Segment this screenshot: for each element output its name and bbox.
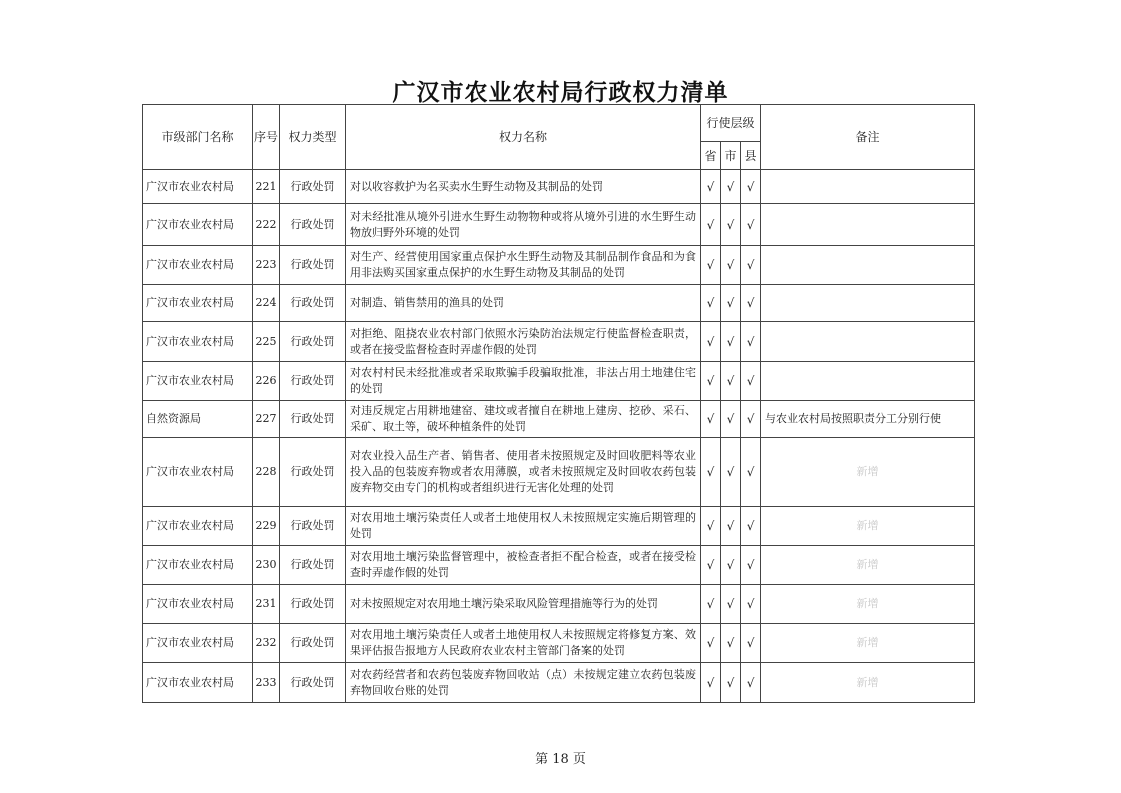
cell-note: [761, 246, 975, 285]
cell-type: 行政处罚: [280, 401, 346, 438]
table-row: [143, 663, 975, 703]
cell-county-check: √: [741, 624, 761, 663]
cell-seq: 224: [253, 285, 280, 322]
cell-county-check: √: [741, 362, 761, 401]
cell-city-check: √: [721, 546, 741, 585]
cell-type: 行政处罚: [280, 438, 346, 507]
cell-name: 对未按照规定对农用地土壤污染采取风险管理措施等行为的处罚: [346, 585, 701, 624]
cell-city-check: √: [721, 204, 741, 246]
cell-type: 行政处罚: [280, 362, 346, 401]
cell-county-check: √: [741, 507, 761, 546]
table-row: [143, 585, 975, 624]
cell-city-check: √: [721, 362, 741, 401]
table-row: [143, 170, 975, 204]
cell-seq: 223: [253, 246, 280, 285]
page-title: 广汉市农业农村局行政权力清单: [392, 79, 729, 106]
cell-city-check: √: [721, 624, 741, 663]
cell-county-check: √: [741, 246, 761, 285]
cell-type: 行政处罚: [280, 546, 346, 585]
cell-name: 对制造、销售禁用的渔具的处罚: [346, 285, 701, 322]
cell-county-check: √: [741, 204, 761, 246]
cell-dept: 广汉市农业农村局: [143, 624, 253, 663]
cell-province-check: √: [701, 170, 721, 204]
cell-dept: 广汉市农业农村局: [143, 362, 253, 401]
cell-note: [761, 170, 975, 204]
table-row: [143, 246, 975, 285]
cell-seq: 233: [253, 663, 280, 703]
cell-city-check: √: [721, 322, 741, 362]
cell-type: 行政处罚: [280, 663, 346, 703]
table-header: [143, 105, 975, 170]
cell-county-check: √: [741, 322, 761, 362]
cell-county-check: √: [741, 585, 761, 624]
cell-note: 新增: [761, 438, 975, 507]
cell-province-check: √: [701, 246, 721, 285]
cell-province-check: √: [701, 507, 721, 546]
cell-province-check: √: [701, 285, 721, 322]
cell-city-check: √: [721, 507, 741, 546]
cell-type: 行政处罚: [280, 170, 346, 204]
cell-note: 新增: [761, 507, 975, 546]
header-dept: 市级部门名称: [143, 105, 253, 170]
cell-seq: 230: [253, 546, 280, 585]
table-row: [143, 507, 975, 546]
cell-name: 对拒绝、阻挠农业农村部门依照水污染防治法规定行使监督检查职责，或者在接受监督检查时弄虚作假的处罚: [346, 322, 701, 362]
cell-city-check: √: [721, 438, 741, 507]
header-province: 省: [701, 142, 721, 170]
cell-seq: 226: [253, 362, 280, 401]
cell-type: 行政处罚: [280, 204, 346, 246]
cell-type: 行政处罚: [280, 585, 346, 624]
cell-type: 行政处罚: [280, 507, 346, 546]
cell-name: 对农业投入品生产者、销售者、使用者未按照规定及时回收肥料等农业投入品的包装废弃物或者农用薄膜，或者未按照规定及时回收农药包装废弃物交由专门的机构或者组织进行无害化处理的处罚: [346, 438, 701, 507]
cell-seq: 228: [253, 438, 280, 507]
cell-seq: 229: [253, 507, 280, 546]
cell-dept: 广汉市农业农村局: [143, 438, 253, 507]
page-number: 第 18 页: [535, 752, 586, 767]
table-row: [143, 362, 975, 401]
cell-note: 与农业农村局按照职责分工分别行使: [761, 401, 975, 438]
header-seq: 序号: [253, 105, 280, 170]
cell-dept: 自然资源局: [143, 401, 253, 438]
cell-note: [761, 322, 975, 362]
table-row: [143, 401, 975, 438]
cell-dept: 广汉市农业农村局: [143, 204, 253, 246]
cell-dept: 广汉市农业农村局: [143, 663, 253, 703]
cell-province-check: √: [701, 546, 721, 585]
cell-type: 行政处罚: [280, 285, 346, 322]
cell-name: 对违反规定占用耕地建窑、建坟或者擅自在耕地上建房、挖砂、采石、采矿、取土等，破坏种植条件的处罚: [346, 401, 701, 438]
cell-seq: 232: [253, 624, 280, 663]
cell-dept: 广汉市农业农村局: [143, 170, 253, 204]
cell-name: 对农村村民未经批准或者采取欺骗手段骗取批准，非法占用土地建住宅的处罚: [346, 362, 701, 401]
cell-seq: 222: [253, 204, 280, 246]
cell-county-check: √: [741, 546, 761, 585]
cell-city-check: √: [721, 170, 741, 204]
cell-name: 对农用地土壤污染责任人或者土地使用权人未按照规定实施后期管理的处罚: [346, 507, 701, 546]
header-type: 权力类型: [280, 105, 346, 170]
cell-dept: 广汉市农业农村局: [143, 285, 253, 322]
cell-province-check: √: [701, 663, 721, 703]
header-county: 县: [741, 142, 761, 170]
cell-county-check: √: [741, 401, 761, 438]
cell-dept: 广汉市农业农村局: [143, 507, 253, 546]
cell-province-check: √: [701, 401, 721, 438]
cell-county-check: √: [741, 285, 761, 322]
cell-type: 行政处罚: [280, 624, 346, 663]
cell-note: [761, 285, 975, 322]
cell-name: 对以收容救护为名买卖水生野生动物及其制品的处罚: [346, 170, 701, 204]
cell-seq: 231: [253, 585, 280, 624]
cell-name: 对农药经营者和农药包装废弃物回收站（点）未按规定建立农药包装废弃物回收台账的处罚: [346, 663, 701, 703]
cell-dept: 广汉市农业农村局: [143, 246, 253, 285]
cell-seq: 225: [253, 322, 280, 362]
cell-seq: 227: [253, 401, 280, 438]
cell-name: 对未经批准从境外引进水生野生动物物种或将从境外引进的水生野生动物放归野外环境的处罚: [346, 204, 701, 246]
cell-note: 新增: [761, 546, 975, 585]
table-body: [143, 170, 975, 703]
cell-dept: 广汉市农业农村局: [143, 322, 253, 362]
cell-province-check: √: [701, 585, 721, 624]
header-name: 权力名称: [346, 105, 701, 170]
header-note: 备注: [761, 105, 975, 170]
header-level: 行使层级: [701, 105, 761, 142]
cell-province-check: √: [701, 322, 721, 362]
cell-province-check: √: [701, 438, 721, 507]
cell-dept: 广汉市农业农村局: [143, 546, 253, 585]
table-row: [143, 624, 975, 663]
cell-note: 新增: [761, 663, 975, 703]
cell-note: [761, 204, 975, 246]
cell-name: 对农用地土壤污染监督管理中，被检查者拒不配合检查，或者在接受检查时弄虚作假的处罚: [346, 546, 701, 585]
cell-province-check: √: [701, 624, 721, 663]
cell-seq: 221: [253, 170, 280, 204]
table-row: [143, 438, 975, 507]
cell-city-check: √: [721, 285, 741, 322]
cell-province-check: √: [701, 204, 721, 246]
cell-city-check: √: [721, 246, 741, 285]
cell-county-check: √: [741, 170, 761, 204]
table-row: [143, 546, 975, 585]
power-list-table: [142, 104, 975, 703]
table-row: [143, 204, 975, 246]
cell-province-check: √: [701, 362, 721, 401]
cell-dept: 广汉市农业农村局: [143, 585, 253, 624]
cell-name: 对生产、经营使用国家重点保护水生野生动物及其制品制作食品和为食用非法购买国家重点保护的水生野生动物及其制品的处罚: [346, 246, 701, 285]
table-row: [143, 322, 975, 362]
cell-note: 新增: [761, 585, 975, 624]
cell-county-check: √: [741, 663, 761, 703]
cell-note: [761, 362, 975, 401]
cell-note: 新增: [761, 624, 975, 663]
header-city: 市: [721, 142, 741, 170]
cell-city-check: √: [721, 585, 741, 624]
cell-city-check: √: [721, 401, 741, 438]
cell-name: 对农用地土壤污染责任人或者土地使用权人未按照规定将修复方案、效果评估报告报地方人民政府农业农村主管部门备案的处罚: [346, 624, 701, 663]
table-row: [143, 285, 975, 322]
cell-type: 行政处罚: [280, 246, 346, 285]
cell-type: 行政处罚: [280, 322, 346, 362]
cell-city-check: √: [721, 663, 741, 703]
cell-county-check: √: [741, 438, 761, 507]
